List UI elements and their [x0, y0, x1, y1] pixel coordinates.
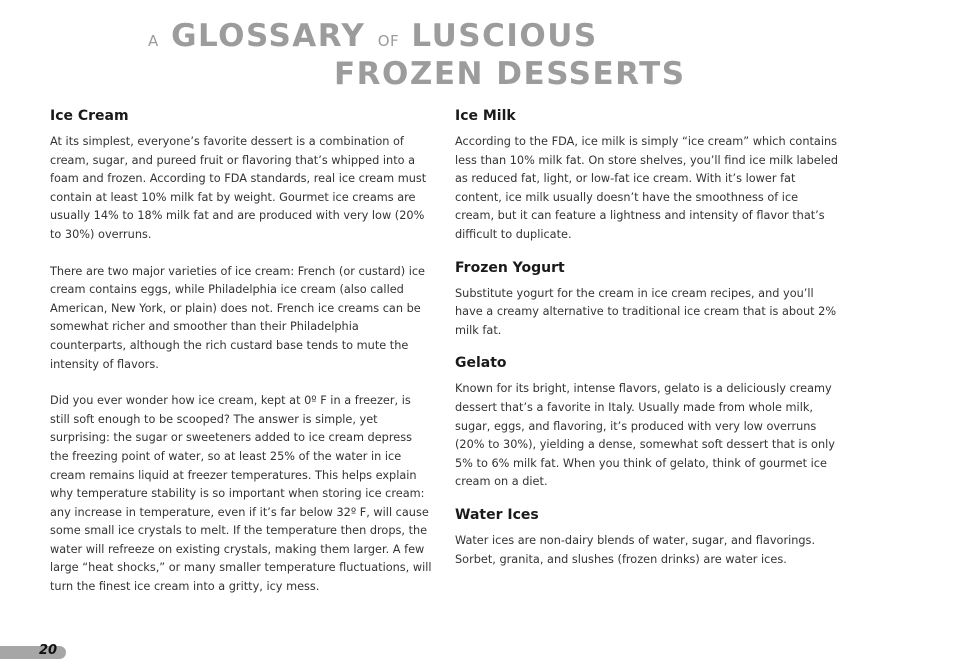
right-column: [455, 108, 839, 584]
paragraph-frozen-yogurt: Substitute yogurt for the cream in ice cream recipes, and you’ll have a creamy alternative to traditional ice cream that is about 2% milk fat.: [455, 286, 837, 337]
paragraph-ice-cream-2: There are two major varieties of ice cream: French (or custard) ice cream contains eggs, while Philadelphia ice cream (also called American, New York, or plain) does not. French ice creams can be somewhat richer and smoother than their Philadelphia counterparts, although the rich custard base tends to mute the intensity of flavors.: [50, 264, 426, 371]
section-ice-milk: [455, 108, 839, 245]
paragraph-gelato: Known for its bright, intense flavors, gelato is a deliciously creamy dessert that’s a favorite in Italy. Usually made from whole milk, sugar, eggs, and flavoring, it’s produced with very low overruns (20% to 30%), yielding a dense, somewhat soft dessert that is only 5% to 6% milk fat. When you think of gelato, think of gourmet ice cream on a diet.: [455, 382, 835, 489]
page-title: [148, 18, 686, 92]
section-ice-cream: [50, 108, 434, 597]
left-column: [50, 108, 434, 615]
heading-ice-milk: Ice Milk: [455, 108, 516, 124]
heading-frozen-yogurt: Frozen Yogurt: [455, 259, 565, 276]
paragraph-ice-cream-3: Did you ever wonder how ice cream, kept at 0º F in a freezer, is still soft enough to be scooped? The answer is simple, yet surprising: the sugar or sweeteners added to ice cream depress the freezing point of water, so at least 25% of the water in ice cream remains liquid at freezer temperatures. This helps explain why temperature stability is so important when storing ice cream: any increase in temperature, even if it’s far below 32º F, will cause some small ice crystals to melt. If the temperature then drops, the water will refreeze on existing crystals, making them larger. A few large “heat shocks,” or many smaller temperature fluctuations, will turn the finest ice cream into a gritty, icy mess.: [50, 394, 432, 594]
heading-ice-cream: Ice Cream: [50, 108, 129, 124]
title-word-luscious: LUSCIOUS: [411, 18, 598, 54]
title-line-2: FROZEN DESSERTS: [334, 56, 686, 92]
section-frozen-yogurt: [455, 260, 839, 341]
paragraph-ice-cream-1: At its simplest, everyone’s favorite dessert is a combination of cream, sugar, and pureed fruit or flavoring that’s whipped into a foam and frozen. According to FDA standards, real ice cream must contain at least 10% milk fat by weight. Gourmet ice creams are usually 14% to 18% milk fat and are produced with very low (20% to 30%) overruns.: [50, 135, 427, 241]
section-gelato: [455, 355, 839, 492]
section-water-ices: [455, 507, 839, 569]
heading-gelato: Gelato: [455, 355, 507, 372]
title-word-a: A: [148, 32, 159, 50]
paragraph-water-ices: Water ices are non-dairy blends of water, sugar, and flavorings. Sorbet, granita, and slushes (frozen drinks) are water ices.: [455, 533, 816, 566]
paragraph-ice-milk: According to the FDA, ice milk is simply “ice cream” which contains less than 10% milk fat. On store shelves, you’ll find ice milk labeled as reduced fat, light, or low-fat ice cream. With it’s lower fat content, ice milk usually doesn’t have the smoothness of ice cream, but it can feature a lightness and intensity of flavor that’s difficult to duplicate.: [455, 135, 838, 241]
title-line-1: [148, 18, 686, 59]
title-word-of: OF: [377, 32, 400, 50]
title-word-glossary: GLOSSARY: [171, 18, 366, 54]
heading-water-ices: Water Ices: [455, 506, 539, 523]
page-number: 20: [39, 643, 58, 658]
